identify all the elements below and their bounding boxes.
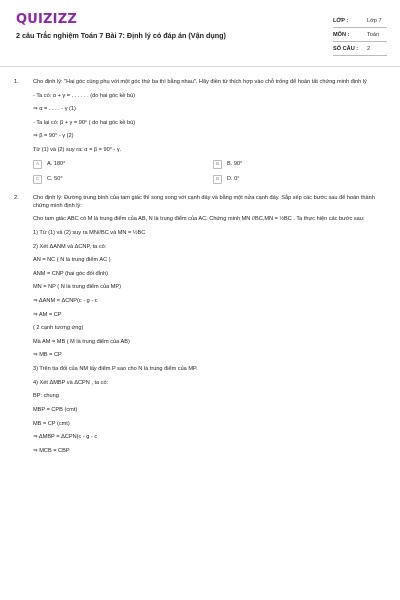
proof-step: BP: chung: [33, 393, 59, 400]
quizizz-logo: QUIZIZZ: [16, 12, 77, 27]
proof-step: ( 2 cạnh tương ứng): [33, 325, 84, 332]
choice-d[interactable]: [213, 175, 363, 184]
proof-line: ⇒ β = 90° - γ (2): [33, 133, 74, 140]
question-number: 1.: [14, 79, 19, 85]
meta-row-count: [333, 42, 387, 56]
proof-step: 1) Từ (1) và (2) suy ra MN//BC và MN = ½BC: [33, 229, 146, 236]
choice-c[interactable]: [33, 175, 213, 184]
proof-step: AN = NC ( N là trung điểm AC ): [33, 257, 111, 264]
question-number: 2.: [14, 194, 19, 201]
meta-label: LỚP :: [333, 17, 349, 24]
proof-step: ANM = CNP (hai góc đối đỉnh): [33, 270, 108, 277]
meta-value: Toán: [367, 31, 380, 38]
meta-label: MÔN :: [333, 31, 350, 38]
proof-step: ⇒ ΔMBP = ΔCPN(c - g - c: [33, 434, 98, 441]
meta-value: Lớp 7: [367, 17, 382, 24]
meta-info: [333, 14, 387, 56]
meta-value: 2: [367, 45, 371, 52]
question-text: Cho định lý: "Hai góc cùng phụ với một góc thứ ba thì bằng nhau". Hãy điền từ thích hợp vào chỗ trống để hoàn tất chứng minh định lý: [33, 79, 367, 85]
proof-step: 3) Trên tia đối của NM lấy điểm P sao cho N là trung điểm của MP.: [33, 366, 198, 373]
proof-line: - Ta có: α + γ = . . . . . . (do hai góc kề bù): [33, 92, 136, 99]
document-title: 2 câu Trắc nghiệm Toán 7 Bài 7: Định lý có đáp án (Vận dụng): [16, 31, 226, 40]
choice-letter: A: [33, 160, 42, 169]
proof-line: - Ta lại có: β + γ = 90° ( do hai góc kề bù): [33, 119, 136, 126]
proof-step: 4) Xét ΔMBP và ΔCPN , ta có:: [33, 379, 109, 386]
choice-a[interactable]: [33, 160, 213, 169]
choice-text: C. 50°: [47, 176, 63, 183]
proof-step: MN = NP ( N là trung điểm của MP): [33, 284, 122, 291]
choice-letter: C: [33, 175, 42, 184]
proof-step: ⇒ MCB = CBP: [33, 447, 70, 454]
proof-step: ⇒ MB = CP: [33, 352, 62, 359]
meta-label: SỐ CÂU :: [333, 45, 359, 52]
question-text: Cho tam giác ABC có M là trung điểm của AB, N là trung điểm của AC. Chứng minh MN //BC,MN = ½BC . Ta thực hiện các bước sau:: [33, 216, 365, 223]
choice-text: D. 0°: [227, 176, 240, 183]
proof-step: ⇒ ΔANM = ΔCNP(c - g - c: [33, 298, 98, 305]
proof-line: ⇒ α = . . . . - γ (1): [33, 106, 76, 113]
choice-text: A. 180°: [47, 161, 66, 168]
choice-letter: D: [213, 175, 222, 184]
question-1: [0, 78, 400, 184]
choice-letter: B: [213, 160, 222, 169]
question-text: Cho định lý: Đường trung bình của tam giác thì song song với cạnh đáy và bằng một nửa cạnh đáy. Sắp xếp các bước sau để hoàn thành chứng minh định lý:: [33, 194, 375, 209]
choice-text: B. 90°: [227, 161, 243, 168]
proof-step: 2) Xét ΔANM và ΔCNP, ta có:: [33, 243, 107, 250]
proof-step: Mà AM = MB ( M là trung điểm của AB): [33, 338, 130, 345]
meta-row-subject: [333, 28, 387, 42]
header-divider: [0, 66, 400, 67]
answer-choices: [33, 160, 388, 184]
choice-b[interactable]: [213, 160, 363, 169]
proof-step: MB = CP (cmt): [33, 420, 70, 427]
questions-list: [0, 78, 400, 460]
question-2: [0, 194, 400, 455]
meta-row-class: [333, 14, 387, 28]
proof-step: MBP = CPB (cmt): [33, 406, 78, 413]
page-header: [0, 0, 400, 66]
proof-step: ⇒ AM = CP: [33, 311, 62, 318]
proof-line: Từ (1) và (2) suy ra: α = β = 90° - γ.: [33, 147, 122, 154]
